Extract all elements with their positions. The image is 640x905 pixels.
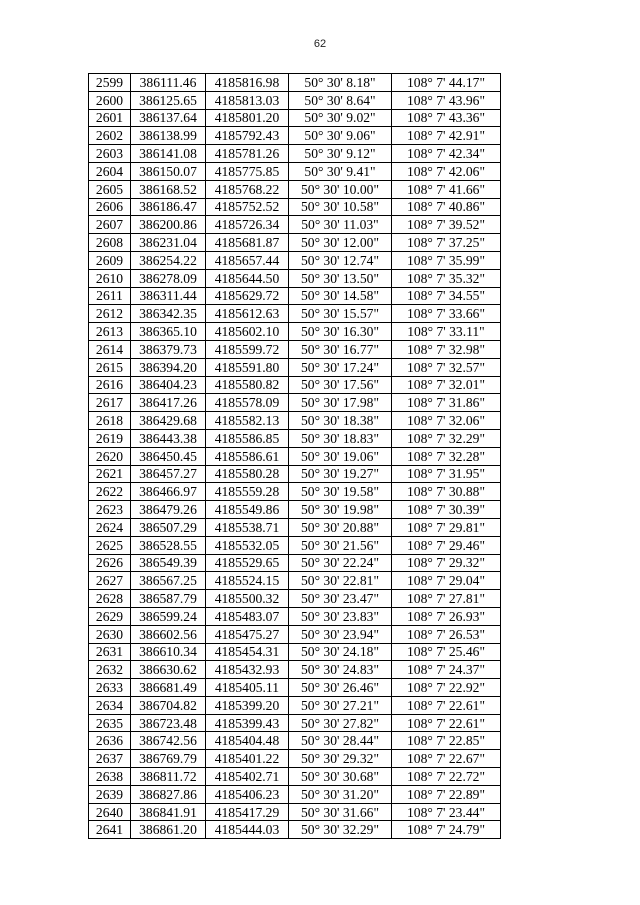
table-row xyxy=(89,679,501,697)
table-row xyxy=(89,661,501,679)
latitude-cell: 50° 30' 17.56" xyxy=(289,376,392,394)
table-row xyxy=(89,536,501,554)
y-coordinate-cell: 4185549.86 xyxy=(206,501,289,519)
table-row xyxy=(89,412,501,430)
page-number: 62 xyxy=(313,38,327,50)
x-coordinate-cell: 386599.24 xyxy=(131,607,206,625)
y-coordinate-cell: 4185454.31 xyxy=(206,643,289,661)
point-number-cell: 2604 xyxy=(89,162,131,180)
table-row xyxy=(89,625,501,643)
x-coordinate-cell: 386587.79 xyxy=(131,590,206,608)
table-row xyxy=(89,340,501,358)
point-number-cell: 2610 xyxy=(89,269,131,287)
table-row xyxy=(89,785,501,803)
longitude-cell: 108° 7' 29.46" xyxy=(392,536,501,554)
point-number-cell: 2619 xyxy=(89,429,131,447)
x-coordinate-cell: 386841.91 xyxy=(131,803,206,821)
longitude-cell: 108° 7' 43.36" xyxy=(392,109,501,127)
x-coordinate-cell: 386231.04 xyxy=(131,234,206,252)
table-row xyxy=(89,768,501,786)
x-coordinate-cell: 386379.73 xyxy=(131,340,206,358)
latitude-cell: 50° 30' 19.06" xyxy=(289,447,392,465)
x-coordinate-cell: 386111.46 xyxy=(131,74,206,92)
table-row xyxy=(89,590,501,608)
longitude-cell: 108° 7' 32.98" xyxy=(392,340,501,358)
coordinates-table-body xyxy=(89,74,501,839)
table-row xyxy=(89,162,501,180)
longitude-cell: 108° 7' 22.61" xyxy=(392,696,501,714)
longitude-cell: 108° 7' 30.88" xyxy=(392,483,501,501)
x-coordinate-cell: 386466.97 xyxy=(131,483,206,501)
table-row xyxy=(89,518,501,536)
point-number-cell: 2622 xyxy=(89,483,131,501)
point-number-cell: 2623 xyxy=(89,501,131,519)
latitude-cell: 50° 30' 29.32" xyxy=(289,750,392,768)
point-number-cell: 2600 xyxy=(89,91,131,109)
table-row xyxy=(89,750,501,768)
table-row xyxy=(89,554,501,572)
point-number-cell: 2618 xyxy=(89,412,131,430)
latitude-cell: 50° 30' 9.06" xyxy=(289,127,392,145)
table-row xyxy=(89,643,501,661)
latitude-cell: 50° 30' 9.41" xyxy=(289,162,392,180)
x-coordinate-cell: 386186.47 xyxy=(131,198,206,216)
y-coordinate-cell: 4185532.05 xyxy=(206,536,289,554)
table-row xyxy=(89,465,501,483)
y-coordinate-cell: 4185752.52 xyxy=(206,198,289,216)
latitude-cell: 50° 30' 12.74" xyxy=(289,251,392,269)
y-coordinate-cell: 4185801.20 xyxy=(206,109,289,127)
longitude-cell: 108° 7' 29.81" xyxy=(392,518,501,536)
latitude-cell: 50° 30' 31.20" xyxy=(289,785,392,803)
point-number-cell: 2629 xyxy=(89,607,131,625)
x-coordinate-cell: 386138.99 xyxy=(131,127,206,145)
latitude-cell: 50° 30' 8.64" xyxy=(289,91,392,109)
point-number-cell: 2640 xyxy=(89,803,131,821)
latitude-cell: 50° 30' 32.29" xyxy=(289,821,392,839)
y-coordinate-cell: 4185816.98 xyxy=(206,74,289,92)
x-coordinate-cell: 386311.44 xyxy=(131,287,206,305)
point-number-cell: 2605 xyxy=(89,180,131,198)
y-coordinate-cell: 4185578.09 xyxy=(206,394,289,412)
y-coordinate-cell: 4185726.34 xyxy=(206,216,289,234)
y-coordinate-cell: 4185529.65 xyxy=(206,554,289,572)
x-coordinate-cell: 386457.27 xyxy=(131,465,206,483)
y-coordinate-cell: 4185781.26 xyxy=(206,145,289,163)
longitude-cell: 108° 7' 35.99" xyxy=(392,251,501,269)
latitude-cell: 50° 30' 14.58" xyxy=(289,287,392,305)
latitude-cell: 50° 30' 26.46" xyxy=(289,679,392,697)
table-row xyxy=(89,323,501,341)
x-coordinate-cell: 386528.55 xyxy=(131,536,206,554)
point-number-cell: 2628 xyxy=(89,590,131,608)
longitude-cell: 108° 7' 32.57" xyxy=(392,358,501,376)
table-row xyxy=(89,145,501,163)
y-coordinate-cell: 4185657.44 xyxy=(206,251,289,269)
point-number-cell: 2624 xyxy=(89,518,131,536)
longitude-cell: 108° 7' 42.91" xyxy=(392,127,501,145)
table-row xyxy=(89,572,501,590)
x-coordinate-cell: 386150.07 xyxy=(131,162,206,180)
table-row xyxy=(89,483,501,501)
point-number-cell: 2636 xyxy=(89,732,131,750)
longitude-cell: 108° 7' 30.39" xyxy=(392,501,501,519)
longitude-cell: 108° 7' 25.46" xyxy=(392,643,501,661)
x-coordinate-cell: 386254.22 xyxy=(131,251,206,269)
latitude-cell: 50° 30' 23.83" xyxy=(289,607,392,625)
y-coordinate-cell: 4185405.11 xyxy=(206,679,289,697)
point-number-cell: 2601 xyxy=(89,109,131,127)
x-coordinate-cell: 386630.62 xyxy=(131,661,206,679)
point-number-cell: 2614 xyxy=(89,340,131,358)
latitude-cell: 50° 30' 12.00" xyxy=(289,234,392,252)
point-number-cell: 2625 xyxy=(89,536,131,554)
longitude-cell: 108° 7' 42.34" xyxy=(392,145,501,163)
y-coordinate-cell: 4185404.48 xyxy=(206,732,289,750)
x-coordinate-cell: 386394.20 xyxy=(131,358,206,376)
latitude-cell: 50° 30' 11.03" xyxy=(289,216,392,234)
table-row xyxy=(89,394,501,412)
y-coordinate-cell: 4185580.28 xyxy=(206,465,289,483)
latitude-cell: 50° 30' 9.12" xyxy=(289,145,392,163)
table-row xyxy=(89,696,501,714)
x-coordinate-cell: 386200.86 xyxy=(131,216,206,234)
latitude-cell: 50° 30' 16.30" xyxy=(289,323,392,341)
point-number-cell: 2641 xyxy=(89,821,131,839)
table-row xyxy=(89,127,501,145)
y-coordinate-cell: 4185644.50 xyxy=(206,269,289,287)
longitude-cell: 108° 7' 26.93" xyxy=(392,607,501,625)
y-coordinate-cell: 4185580.82 xyxy=(206,376,289,394)
longitude-cell: 108° 7' 22.72" xyxy=(392,768,501,786)
table-row xyxy=(89,305,501,323)
longitude-cell: 108° 7' 32.28" xyxy=(392,447,501,465)
longitude-cell: 108° 7' 24.79" xyxy=(392,821,501,839)
latitude-cell: 50° 30' 27.21" xyxy=(289,696,392,714)
longitude-cell: 108° 7' 32.06" xyxy=(392,412,501,430)
table-row xyxy=(89,234,501,252)
x-coordinate-cell: 386769.79 xyxy=(131,750,206,768)
longitude-cell: 108° 7' 26.53" xyxy=(392,625,501,643)
latitude-cell: 50° 30' 17.24" xyxy=(289,358,392,376)
x-coordinate-cell: 386549.39 xyxy=(131,554,206,572)
table-row xyxy=(89,216,501,234)
point-number-cell: 2617 xyxy=(89,394,131,412)
y-coordinate-cell: 4185768.22 xyxy=(206,180,289,198)
table-row xyxy=(89,287,501,305)
table-row xyxy=(89,358,501,376)
y-coordinate-cell: 4185402.71 xyxy=(206,768,289,786)
x-coordinate-cell: 386137.64 xyxy=(131,109,206,127)
table-row xyxy=(89,109,501,127)
y-coordinate-cell: 4185538.71 xyxy=(206,518,289,536)
longitude-cell: 108° 7' 22.61" xyxy=(392,714,501,732)
x-coordinate-cell: 386417.26 xyxy=(131,394,206,412)
longitude-cell: 108° 7' 32.01" xyxy=(392,376,501,394)
longitude-cell: 108° 7' 29.04" xyxy=(392,572,501,590)
x-coordinate-cell: 386429.68 xyxy=(131,412,206,430)
longitude-cell: 108° 7' 34.55" xyxy=(392,287,501,305)
x-coordinate-cell: 386567.25 xyxy=(131,572,206,590)
point-number-cell: 2627 xyxy=(89,572,131,590)
y-coordinate-cell: 4185586.85 xyxy=(206,429,289,447)
x-coordinate-cell: 386278.09 xyxy=(131,269,206,287)
point-number-cell: 2626 xyxy=(89,554,131,572)
longitude-cell: 108° 7' 22.67" xyxy=(392,750,501,768)
y-coordinate-cell: 4185582.13 xyxy=(206,412,289,430)
x-coordinate-cell: 386342.35 xyxy=(131,305,206,323)
x-coordinate-cell: 386723.48 xyxy=(131,714,206,732)
table-row xyxy=(89,803,501,821)
longitude-cell: 108° 7' 37.25" xyxy=(392,234,501,252)
longitude-cell: 108° 7' 22.85" xyxy=(392,732,501,750)
point-number-cell: 2621 xyxy=(89,465,131,483)
y-coordinate-cell: 4185775.85 xyxy=(206,162,289,180)
longitude-cell: 108° 7' 27.81" xyxy=(392,590,501,608)
point-number-cell: 2635 xyxy=(89,714,131,732)
x-coordinate-cell: 386141.08 xyxy=(131,145,206,163)
point-number-cell: 2632 xyxy=(89,661,131,679)
latitude-cell: 50° 30' 22.24" xyxy=(289,554,392,572)
point-number-cell: 2620 xyxy=(89,447,131,465)
y-coordinate-cell: 4185792.43 xyxy=(206,127,289,145)
point-number-cell: 2630 xyxy=(89,625,131,643)
latitude-cell: 50° 30' 23.47" xyxy=(289,590,392,608)
longitude-cell: 108° 7' 22.92" xyxy=(392,679,501,697)
longitude-cell: 108° 7' 23.44" xyxy=(392,803,501,821)
point-number-cell: 2639 xyxy=(89,785,131,803)
x-coordinate-cell: 386681.49 xyxy=(131,679,206,697)
latitude-cell: 50° 30' 19.58" xyxy=(289,483,392,501)
latitude-cell: 50° 30' 19.27" xyxy=(289,465,392,483)
point-number-cell: 2615 xyxy=(89,358,131,376)
longitude-cell: 108° 7' 24.37" xyxy=(392,661,501,679)
table-row xyxy=(89,376,501,394)
table-row xyxy=(89,269,501,287)
point-number-cell: 2613 xyxy=(89,323,131,341)
y-coordinate-cell: 4185406.23 xyxy=(206,785,289,803)
longitude-cell: 108° 7' 44.17" xyxy=(392,74,501,92)
table-row xyxy=(89,429,501,447)
latitude-cell: 50° 30' 24.83" xyxy=(289,661,392,679)
latitude-cell: 50° 30' 10.58" xyxy=(289,198,392,216)
x-coordinate-cell: 386704.82 xyxy=(131,696,206,714)
table-row xyxy=(89,198,501,216)
y-coordinate-cell: 4185629.72 xyxy=(206,287,289,305)
point-number-cell: 2606 xyxy=(89,198,131,216)
latitude-cell: 50° 30' 28.44" xyxy=(289,732,392,750)
longitude-cell: 108° 7' 41.66" xyxy=(392,180,501,198)
point-number-cell: 2637 xyxy=(89,750,131,768)
point-number-cell: 2609 xyxy=(89,251,131,269)
longitude-cell: 108° 7' 31.95" xyxy=(392,465,501,483)
latitude-cell: 50° 30' 27.82" xyxy=(289,714,392,732)
longitude-cell: 108° 7' 43.96" xyxy=(392,91,501,109)
latitude-cell: 50° 30' 24.18" xyxy=(289,643,392,661)
x-coordinate-cell: 386479.26 xyxy=(131,501,206,519)
x-coordinate-cell: 386168.52 xyxy=(131,180,206,198)
point-number-cell: 2616 xyxy=(89,376,131,394)
table-row xyxy=(89,251,501,269)
table-row xyxy=(89,91,501,109)
y-coordinate-cell: 4185591.80 xyxy=(206,358,289,376)
latitude-cell: 50° 30' 18.38" xyxy=(289,412,392,430)
latitude-cell: 50° 30' 30.68" xyxy=(289,768,392,786)
latitude-cell: 50° 30' 15.57" xyxy=(289,305,392,323)
point-number-cell: 2638 xyxy=(89,768,131,786)
latitude-cell: 50° 30' 16.77" xyxy=(289,340,392,358)
y-coordinate-cell: 4185559.28 xyxy=(206,483,289,501)
y-coordinate-cell: 4185483.07 xyxy=(206,607,289,625)
latitude-cell: 50° 30' 19.98" xyxy=(289,501,392,519)
latitude-cell: 50° 30' 18.83" xyxy=(289,429,392,447)
y-coordinate-cell: 4185401.22 xyxy=(206,750,289,768)
x-coordinate-cell: 386610.34 xyxy=(131,643,206,661)
table-row xyxy=(89,180,501,198)
table-row xyxy=(89,607,501,625)
y-coordinate-cell: 4185399.20 xyxy=(206,696,289,714)
y-coordinate-cell: 4185681.87 xyxy=(206,234,289,252)
point-number-cell: 2633 xyxy=(89,679,131,697)
latitude-cell: 50° 30' 17.98" xyxy=(289,394,392,412)
y-coordinate-cell: 4185612.63 xyxy=(206,305,289,323)
longitude-cell: 108° 7' 40.86" xyxy=(392,198,501,216)
x-coordinate-cell: 386811.72 xyxy=(131,768,206,786)
table-row xyxy=(89,501,501,519)
point-number-cell: 2612 xyxy=(89,305,131,323)
longitude-cell: 108° 7' 31.86" xyxy=(392,394,501,412)
latitude-cell: 50° 30' 13.50" xyxy=(289,269,392,287)
latitude-cell: 50° 30' 8.18" xyxy=(289,74,392,92)
latitude-cell: 50° 30' 21.56" xyxy=(289,536,392,554)
longitude-cell: 108° 7' 22.89" xyxy=(392,785,501,803)
y-coordinate-cell: 4185417.29 xyxy=(206,803,289,821)
latitude-cell: 50° 30' 23.94" xyxy=(289,625,392,643)
x-coordinate-cell: 386861.20 xyxy=(131,821,206,839)
longitude-cell: 108° 7' 29.32" xyxy=(392,554,501,572)
y-coordinate-cell: 4185599.72 xyxy=(206,340,289,358)
x-coordinate-cell: 386404.23 xyxy=(131,376,206,394)
point-number-cell: 2608 xyxy=(89,234,131,252)
point-number-cell: 2602 xyxy=(89,127,131,145)
latitude-cell: 50° 30' 20.88" xyxy=(289,518,392,536)
x-coordinate-cell: 386443.38 xyxy=(131,429,206,447)
table-row xyxy=(89,74,501,92)
y-coordinate-cell: 4185432.93 xyxy=(206,661,289,679)
y-coordinate-cell: 4185475.27 xyxy=(206,625,289,643)
x-coordinate-cell: 386827.86 xyxy=(131,785,206,803)
y-coordinate-cell: 4185602.10 xyxy=(206,323,289,341)
x-coordinate-cell: 386125.65 xyxy=(131,91,206,109)
point-number-cell: 2631 xyxy=(89,643,131,661)
x-coordinate-cell: 386742.56 xyxy=(131,732,206,750)
longitude-cell: 108° 7' 33.11" xyxy=(392,323,501,341)
longitude-cell: 108° 7' 32.29" xyxy=(392,429,501,447)
point-number-cell: 2607 xyxy=(89,216,131,234)
table-row xyxy=(89,732,501,750)
table-row xyxy=(89,714,501,732)
x-coordinate-cell: 386450.45 xyxy=(131,447,206,465)
y-coordinate-cell: 4185399.43 xyxy=(206,714,289,732)
x-coordinate-cell: 386365.10 xyxy=(131,323,206,341)
y-coordinate-cell: 4185500.32 xyxy=(206,590,289,608)
coordinates-table xyxy=(88,73,501,839)
point-number-cell: 2611 xyxy=(89,287,131,305)
x-coordinate-cell: 386602.56 xyxy=(131,625,206,643)
y-coordinate-cell: 4185444.03 xyxy=(206,821,289,839)
latitude-cell: 50° 30' 9.02" xyxy=(289,109,392,127)
point-number-cell: 2603 xyxy=(89,145,131,163)
longitude-cell: 108° 7' 35.32" xyxy=(392,269,501,287)
latitude-cell: 50° 30' 10.00" xyxy=(289,180,392,198)
latitude-cell: 50° 30' 31.66" xyxy=(289,803,392,821)
table-row xyxy=(89,821,501,839)
point-number-cell: 2599 xyxy=(89,74,131,92)
longitude-cell: 108° 7' 39.52" xyxy=(392,216,501,234)
y-coordinate-cell: 4185524.15 xyxy=(206,572,289,590)
point-number-cell: 2634 xyxy=(89,696,131,714)
y-coordinate-cell: 4185586.61 xyxy=(206,447,289,465)
x-coordinate-cell: 386507.29 xyxy=(131,518,206,536)
latitude-cell: 50° 30' 22.81" xyxy=(289,572,392,590)
y-coordinate-cell: 4185813.03 xyxy=(206,91,289,109)
longitude-cell: 108° 7' 42.06" xyxy=(392,162,501,180)
table-row xyxy=(89,447,501,465)
longitude-cell: 108° 7' 33.66" xyxy=(392,305,501,323)
